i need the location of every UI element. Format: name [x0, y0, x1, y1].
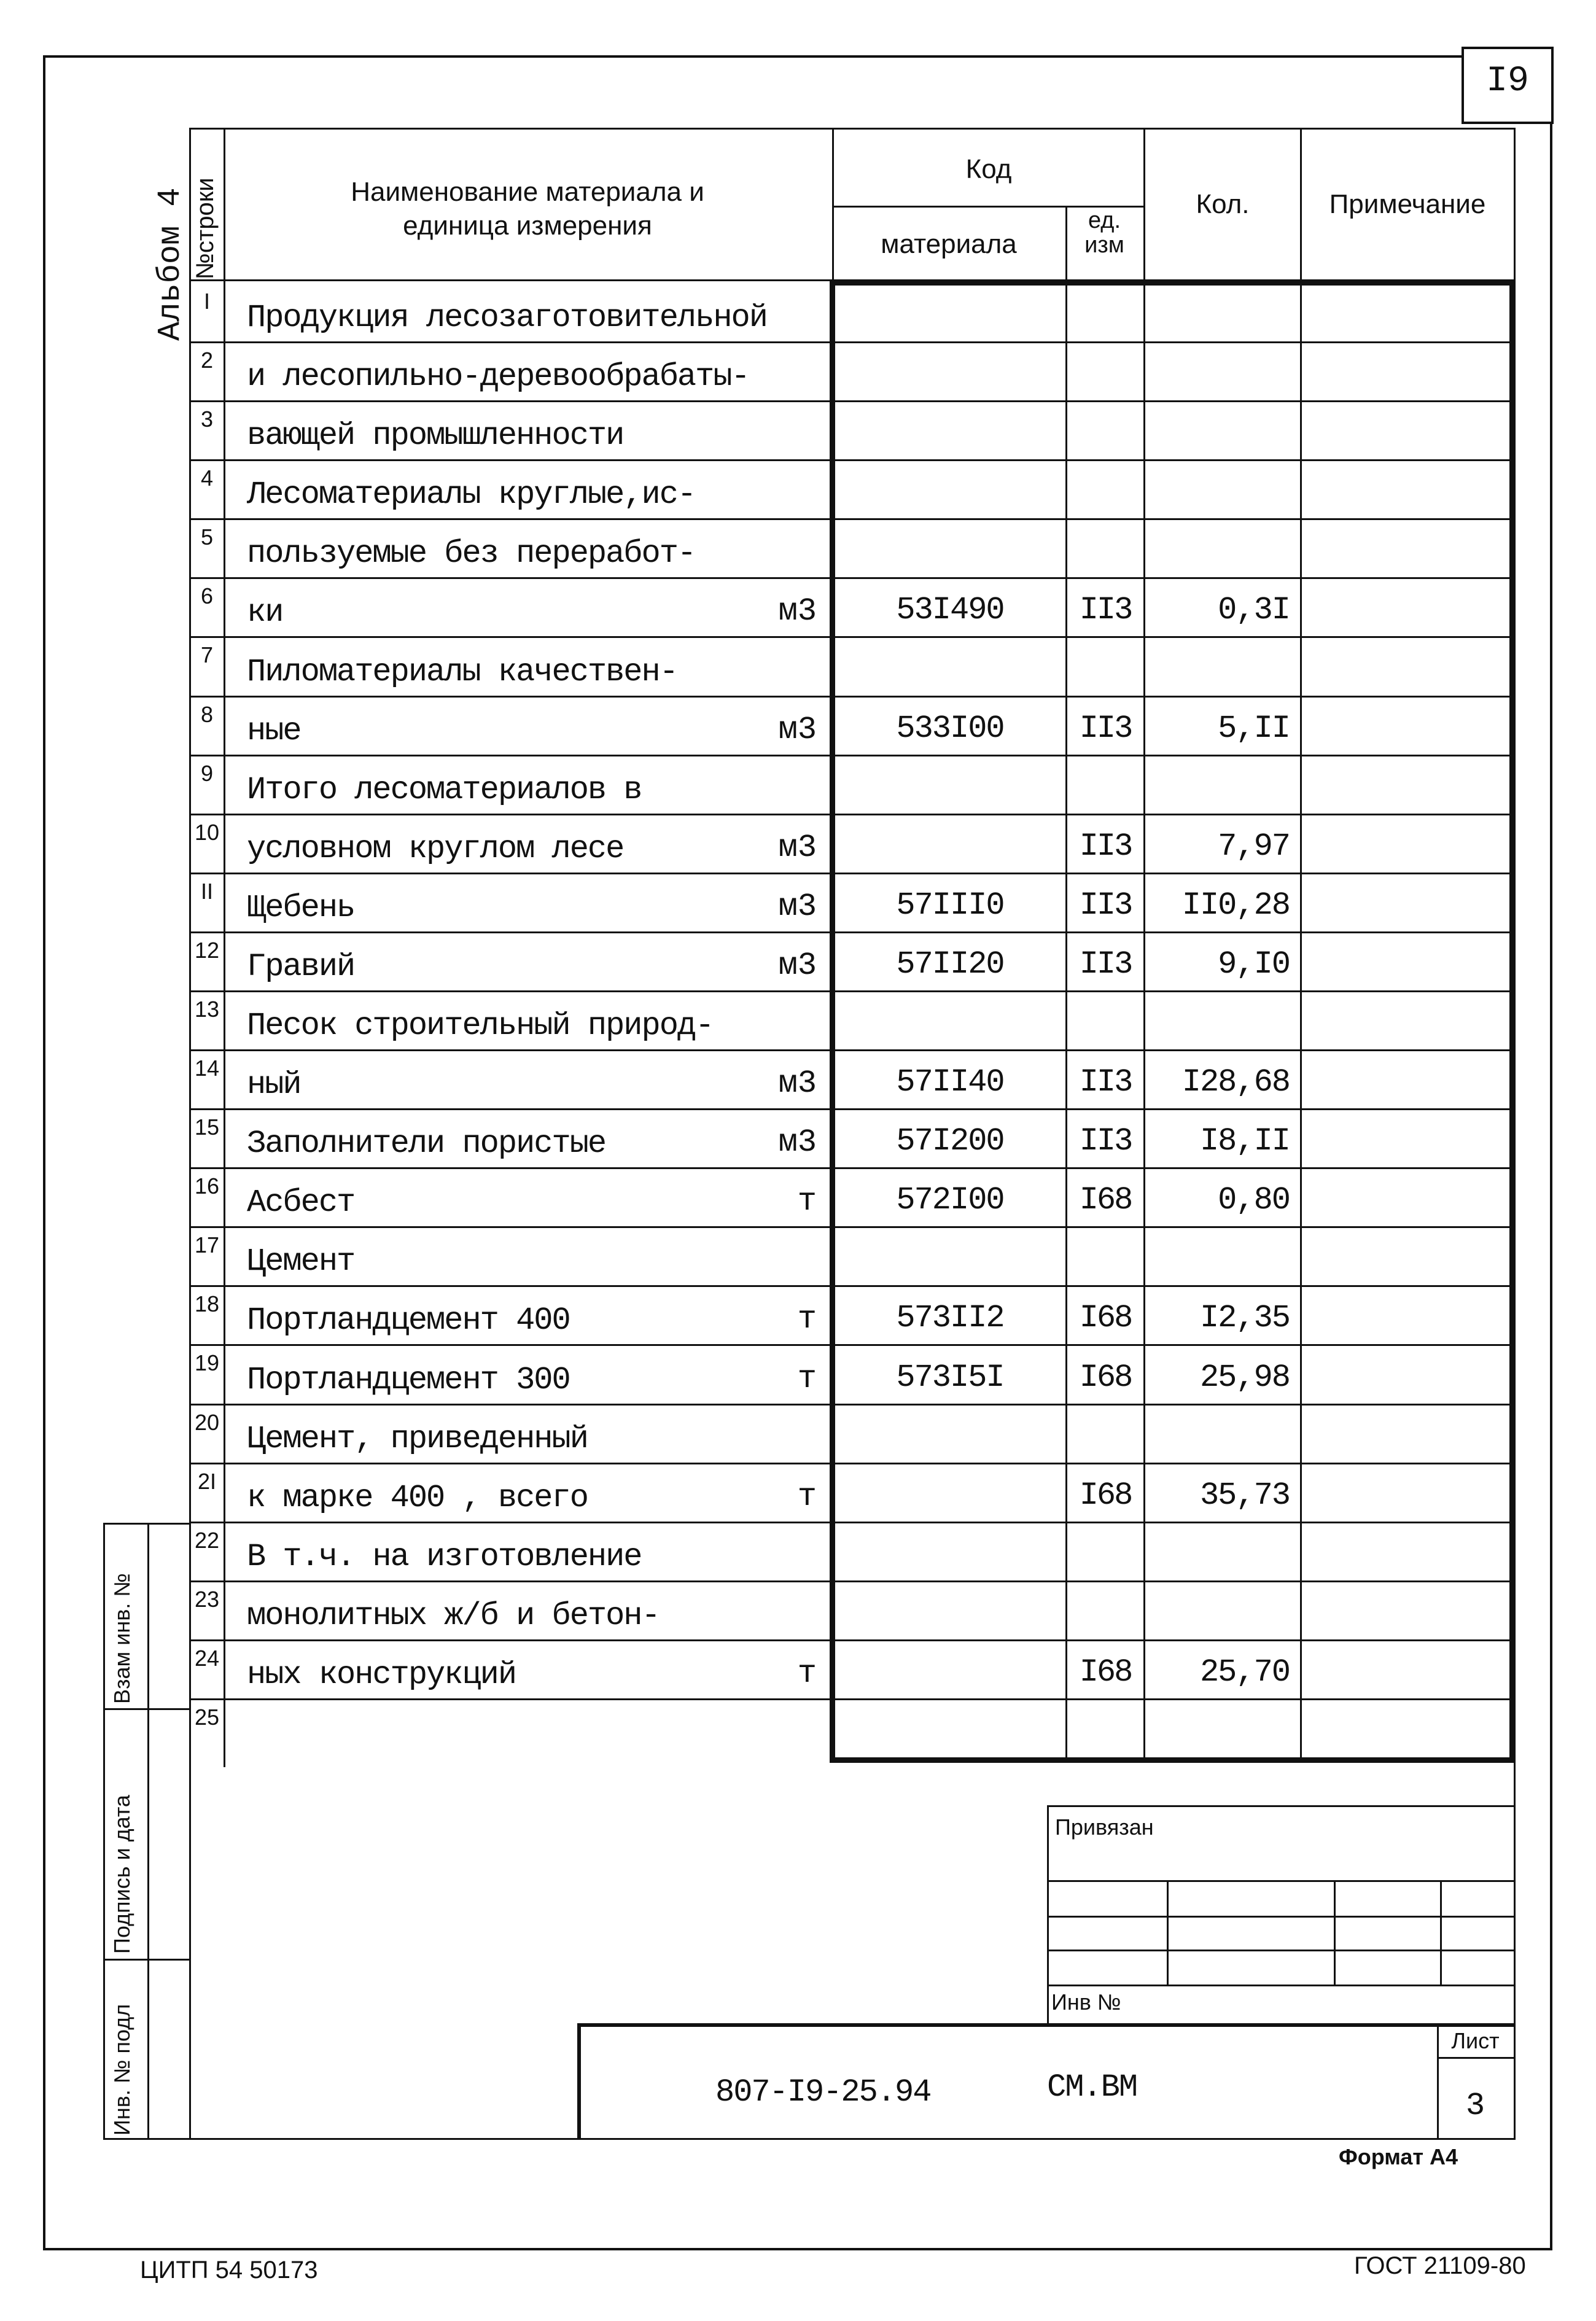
album-label: Альбом 4 — [152, 187, 189, 341]
stamp-grid-col — [1334, 1880, 1336, 1985]
side-label-podpis: Подпись и дата — [109, 1795, 134, 1954]
material-name: и лесопильно-деревообрабаты- — [247, 359, 749, 395]
row-separator — [189, 341, 1516, 343]
row-separator — [189, 1522, 1516, 1523]
header-row-no: №строки — [192, 177, 219, 279]
quantity: 5,II — [1218, 710, 1290, 747]
material-name: монолитных ж/б и бетон- — [247, 1597, 660, 1634]
unit: м3 — [778, 888, 817, 925]
material-name: Щебень — [247, 889, 355, 926]
unit-code: I68 — [1079, 1477, 1132, 1514]
stamp-grid-col — [1440, 1880, 1442, 1985]
quantity: 35,73 — [1199, 1477, 1290, 1514]
material-name: Асбест — [247, 1184, 355, 1221]
side-strip-sep — [103, 1959, 190, 1961]
row-number: 7 — [200, 642, 214, 668]
row-separator — [189, 636, 1516, 638]
row-number: II — [200, 878, 213, 904]
material-name: Продукция лесозаготовительной — [247, 300, 767, 336]
material-name: ные — [247, 712, 301, 749]
table-left-border — [189, 128, 191, 2139]
side-strip-divider — [147, 1523, 149, 2139]
unit-code: I68 — [1079, 1359, 1132, 1396]
unit-code: I68 — [1079, 1182, 1132, 1219]
material-name: Портландцемент 300 — [247, 1361, 570, 1398]
header-qty: Кол. — [1196, 189, 1250, 219]
side-strip-bottom — [103, 2138, 1516, 2140]
sheet-number: I9 — [1486, 61, 1529, 101]
material-name: к марке 400 , всего — [247, 1479, 588, 1516]
stamp-inv-no: Инв № — [1051, 1989, 1121, 2015]
unit-code: I68 — [1079, 1300, 1132, 1337]
row-separator — [189, 873, 1516, 874]
material-code: 57I200 — [896, 1123, 1004, 1160]
header-code: Код — [965, 154, 1012, 184]
row-number: 24 — [194, 1645, 220, 1671]
header-code-unit: ед. изм — [1084, 208, 1124, 258]
thick-box-bottom — [830, 1757, 1515, 1763]
unit-code: II3 — [1079, 828, 1132, 865]
row-separator — [189, 1463, 1516, 1464]
side-label-vzam: Взам инв. № — [109, 1573, 134, 1704]
quantity: II0,28 — [1181, 887, 1290, 923]
doc-code: 807-I9-25.94 — [715, 2074, 931, 2110]
row-separator — [189, 696, 1516, 698]
unit-code: II3 — [1079, 1064, 1132, 1101]
row-separator — [189, 931, 1516, 933]
unit: м3 — [778, 829, 817, 866]
material-name: ный — [247, 1067, 301, 1103]
unit-code: I68 — [1079, 1654, 1132, 1690]
row-separator — [189, 1344, 1516, 1346]
material-code: 572I00 — [896, 1182, 1004, 1219]
row-separator — [189, 1226, 1516, 1228]
unit-code: II3 — [1079, 592, 1132, 629]
row-separator — [189, 1698, 1516, 1700]
material-name: Пиломатериалы качествен- — [247, 653, 677, 690]
stamp-grid-line — [1047, 1880, 1514, 1882]
unit: т — [797, 1301, 817, 1338]
quantity: 25,70 — [1199, 1654, 1290, 1690]
material-name: Лесоматериалы круглые,ис- — [247, 476, 696, 513]
row-number: 19 — [194, 1350, 220, 1376]
material-name: Заполнители пористые — [247, 1126, 606, 1162]
stamp-grid-col — [1167, 1880, 1169, 1985]
quantity: I8,II — [1199, 1123, 1290, 1160]
quantity: 0,3I — [1218, 592, 1290, 629]
row-number: 17 — [194, 1232, 220, 1258]
unit: м3 — [778, 1124, 817, 1161]
material-name: вающей промышленности — [247, 418, 624, 454]
row-separator — [189, 755, 1516, 756]
material-name: Цемент — [247, 1243, 355, 1280]
row-separator — [189, 577, 1516, 579]
quantity: I2,35 — [1199, 1300, 1290, 1337]
quantity: 0,80 — [1218, 1182, 1290, 1219]
row-number: 2 — [200, 348, 214, 373]
row-number: 5 — [200, 524, 214, 550]
material-name: Цемент, приведенный — [247, 1420, 588, 1457]
stamp-grid-line — [1047, 1916, 1514, 1918]
material-code: 57II20 — [896, 946, 1004, 982]
row-separator — [189, 1285, 1516, 1287]
quantity: 7,97 — [1218, 828, 1290, 865]
row-number: 2I — [197, 1468, 217, 1494]
stamp-top-line — [1047, 1805, 1514, 1807]
thick-box-left — [830, 280, 835, 1763]
header-code-material: материала — [881, 229, 1017, 259]
header-note: Примечание — [1329, 189, 1486, 219]
row-separator — [189, 814, 1516, 815]
row-number: 13 — [194, 996, 220, 1022]
thick-box-right — [1509, 280, 1515, 1763]
material-code: 57II40 — [896, 1064, 1004, 1101]
thick-box-top — [830, 280, 1515, 286]
row-number: 10 — [194, 819, 220, 845]
stamp-grid-line — [1047, 1985, 1514, 1986]
row-separator — [189, 1049, 1516, 1051]
material-name: пользуемые без переработ- — [247, 535, 696, 572]
row-number: 6 — [200, 583, 214, 609]
title-block-top — [577, 2023, 1516, 2027]
material-name: ных конструкций — [247, 1656, 516, 1693]
title-block-left — [577, 2023, 581, 2140]
material-code: 573I5I — [896, 1359, 1004, 1396]
list-box-sep — [1437, 2057, 1514, 2059]
row-separator — [189, 1580, 1516, 1582]
material-name: условном круглом лесе — [247, 830, 624, 867]
quantity: I28,68 — [1181, 1064, 1290, 1101]
row-number: 8 — [200, 701, 214, 727]
row-separator — [189, 1167, 1516, 1169]
unit: т — [797, 1655, 817, 1692]
row-separator — [189, 400, 1516, 402]
row-separator — [189, 1404, 1516, 1405]
unit: м3 — [778, 1065, 817, 1102]
side-strip-sep — [103, 1708, 190, 1710]
row-separator — [189, 518, 1516, 520]
doc-mark: СМ.ВМ — [1047, 2069, 1137, 2105]
row-number: 9 — [200, 760, 214, 786]
unit-code: II3 — [1079, 1123, 1132, 1160]
format-label: Формат А4 — [1339, 2144, 1458, 2169]
row-separator — [189, 459, 1516, 461]
material-name: Песок строительный природ- — [247, 1008, 714, 1044]
row-number: 15 — [194, 1114, 220, 1140]
row-number: 3 — [200, 406, 214, 432]
quantity: 25,98 — [1199, 1359, 1290, 1396]
unit-code: II3 — [1079, 946, 1132, 982]
row-separator — [189, 1108, 1516, 1110]
row-number: 20 — [194, 1409, 220, 1435]
row-separator — [189, 990, 1516, 992]
unit: т — [797, 1183, 817, 1220]
side-label-inv: Инв. № подл — [109, 2004, 134, 2136]
row-number: 12 — [194, 937, 220, 963]
unit: т — [797, 1478, 817, 1515]
material-code: 573II2 — [896, 1300, 1004, 1337]
table-top-border — [189, 128, 1516, 130]
material-name: ки — [247, 594, 283, 631]
header-name: Наименование материала и единица измерения — [351, 177, 704, 241]
row-number: 4 — [200, 465, 214, 491]
row-number: 23 — [194, 1586, 220, 1612]
body-col-line — [1143, 282, 1145, 1762]
stamp-privyazan: Привязан — [1055, 1814, 1154, 1840]
row-number: 16 — [194, 1173, 220, 1199]
unit: м3 — [778, 711, 817, 748]
unit: м3 — [778, 593, 817, 630]
row-number: 18 — [194, 1291, 220, 1317]
material-name: Портландцемент 400 — [247, 1302, 570, 1339]
side-strip-left — [103, 1523, 105, 2139]
body-col-line — [1065, 282, 1067, 1762]
material-name: В т.ч. на изготовление — [247, 1538, 642, 1575]
material-name: Гравий — [247, 948, 355, 985]
unit-code: II3 — [1079, 710, 1132, 747]
material-name: Итого лесоматериалов в — [247, 771, 642, 808]
list-value: 3 — [1465, 2088, 1485, 2124]
footer-right: ГОСТ 21109-80 — [1354, 2252, 1526, 2279]
row-number: 25 — [194, 1704, 220, 1730]
row-number: I — [203, 289, 210, 314]
unit: т — [797, 1360, 817, 1397]
material-code: 53I490 — [896, 592, 1004, 629]
quantity: 9,I0 — [1218, 946, 1290, 982]
unit-code: II3 — [1079, 887, 1132, 923]
row-number: 22 — [194, 1527, 220, 1553]
side-strip-top — [103, 1523, 190, 1525]
material-code: 57III0 — [896, 887, 1004, 923]
row-number: 14 — [194, 1056, 220, 1081]
row-separator — [189, 1639, 1516, 1641]
unit: м3 — [778, 947, 817, 984]
footer-left: ЦИТП 54 50173 — [140, 2257, 318, 2284]
list-label: Лист — [1451, 2028, 1500, 2053]
stamp-grid-line — [1047, 1950, 1514, 1951]
material-code: 533I00 — [896, 710, 1004, 747]
body-col-line — [1300, 282, 1302, 1762]
